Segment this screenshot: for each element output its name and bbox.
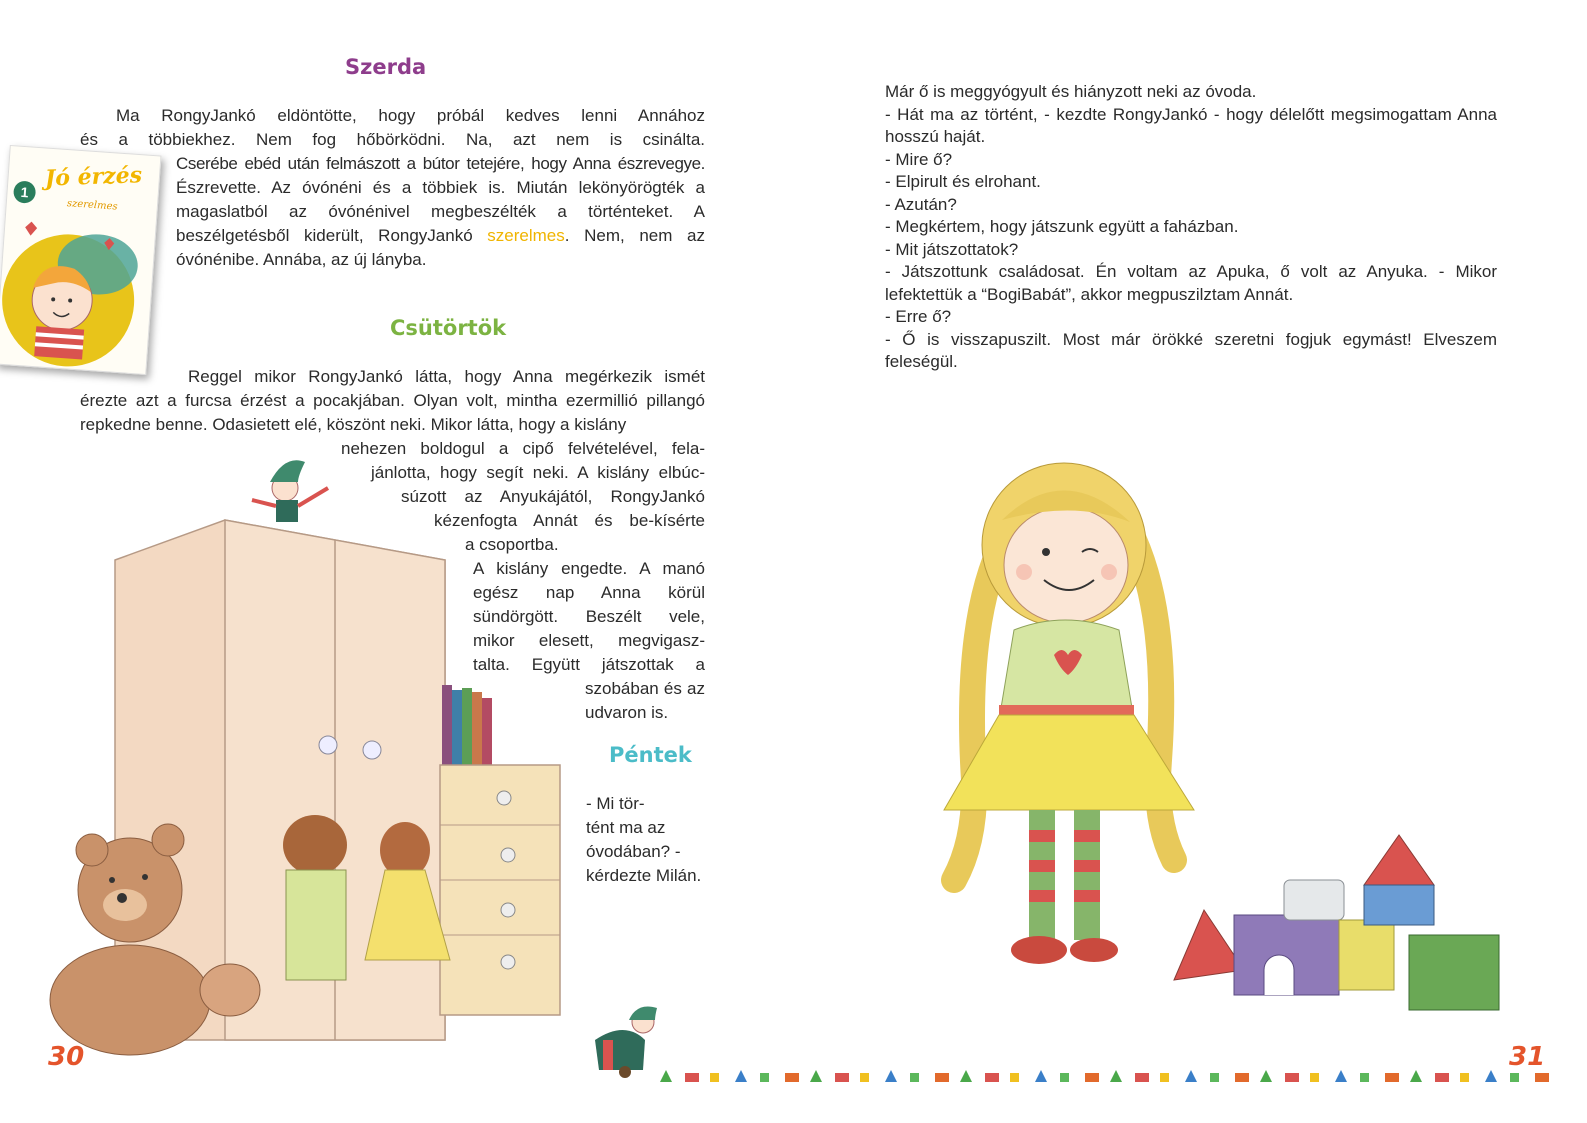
elf-figure-illustration	[585, 1000, 665, 1090]
szerda-paragraph	[80, 104, 705, 272]
toy-blocks-illustration	[1164, 830, 1514, 1020]
text-line: Reggel mikor RongyJankó látta, hogy Anna megérkezik ismét	[188, 367, 705, 386]
book-cover-art	[0, 146, 160, 374]
toy-block	[1410, 1070, 1422, 1082]
decorative-blocks	[660, 1070, 1549, 1082]
toy-block	[985, 1073, 999, 1082]
toy-block	[1135, 1073, 1149, 1082]
text-line: - Megkértem, hogy játszunk együtt a faházban.	[885, 217, 1239, 236]
highlight-word: szerelmes	[487, 226, 565, 245]
text-line: - Erre ő?	[885, 307, 952, 326]
book-title: Jó érzés	[44, 162, 143, 192]
dialogue-paragraph	[885, 81, 1497, 374]
right-page	[794, 0, 1587, 1123]
text-line: Már ő is meggyógyult és hiányzott neki az óvoda.	[885, 82, 1257, 101]
toy-block	[1360, 1073, 1369, 1082]
toy-block	[1485, 1070, 1497, 1082]
text-line: - Mit játszottatok?	[885, 239, 1019, 259]
text-line: egész nap Anna körül	[473, 583, 705, 602]
toy-block	[1385, 1073, 1399, 1082]
text-line: - Ő is visszapuszilt. Most már örökké szeretni fogjuk egymást! Elveszem	[885, 329, 1497, 349]
text-line: magaslatból az óvónénivel megbeszélték a történteket. A	[176, 202, 705, 221]
toy-block	[1335, 1070, 1347, 1082]
text-line: repkedne benne. Odasietett elé, köszönt neki. Mikor látta, hogy a kislány	[80, 415, 627, 434]
toy-block	[1085, 1073, 1099, 1082]
text-line: mikor elesett, megvigasz-	[473, 631, 705, 650]
toy-block	[1060, 1073, 1069, 1082]
toy-block	[935, 1073, 949, 1082]
book-subtitle: szerelmes	[66, 198, 118, 213]
pentek-paragraph	[586, 792, 711, 888]
toy-block	[760, 1073, 769, 1082]
text-line: - Elpirult és elrohant.	[885, 172, 1041, 191]
text-line: talta. Együtt játszottak a	[473, 655, 705, 674]
text-line: hosszú haját.	[885, 127, 986, 146]
wardrobe-illustration	[30, 440, 590, 1060]
text-line: Cserébe ebéd után felmászott a bútor tetejére, hogy Anna észrevegye.	[176, 154, 705, 173]
text-line: A kislány engedte. A manó	[473, 559, 705, 578]
text-line: Ma RongyJankó eldöntötte, hogy próbál kedves lenni Annához	[116, 106, 705, 125]
toy-block	[860, 1073, 869, 1082]
text-line: sündörgött. Beszélt vele,	[473, 607, 705, 626]
text-line: - Azután?	[885, 194, 957, 214]
left-page	[0, 0, 793, 1123]
text-line: nehezen boldogul a cipő felvételével, fela-	[341, 439, 705, 458]
toy-block	[735, 1070, 747, 1082]
toy-block	[1235, 1073, 1249, 1082]
toy-block	[1185, 1070, 1197, 1082]
toy-block	[960, 1070, 972, 1082]
text-line: - Játszottunk családosat. Én voltam az Apuka, ő volt az Anyuka. - Mikor	[885, 262, 1497, 281]
text-line: - Mi tör-	[586, 794, 645, 813]
toy-block	[1510, 1073, 1519, 1082]
toy-block	[910, 1073, 919, 1082]
toy-block	[1260, 1070, 1272, 1082]
toy-block	[660, 1070, 672, 1082]
toy-block	[1310, 1073, 1319, 1082]
toy-block	[1210, 1073, 1219, 1082]
toy-block	[1160, 1073, 1169, 1082]
text-line: súzott az Anyukájától, RongyJankó	[401, 487, 705, 506]
toy-block	[1285, 1073, 1299, 1082]
szerda-heading: Szerda	[345, 55, 427, 79]
text-line: beszélgetésből kiderült, RongyJankó szerelmes. Nem, nem az	[176, 226, 705, 245]
page-number-left: 30	[48, 1042, 85, 1072]
toy-block	[1535, 1073, 1549, 1082]
pentek-heading: Péntek	[609, 743, 692, 767]
toy-block	[785, 1073, 799, 1082]
text-line: tént ma az	[586, 818, 666, 837]
toy-block	[1110, 1070, 1122, 1082]
book-number: 1	[13, 180, 36, 203]
text-line: feleségül.	[885, 352, 958, 371]
decorative-block-row	[660, 1066, 1560, 1086]
text-line: a csoportba.	[465, 535, 559, 554]
toy-block	[885, 1070, 897, 1082]
page-number-right: 31	[1509, 1042, 1546, 1072]
text-line: kézenfogta Annát és be-kísérte	[434, 511, 705, 530]
text-line: udvaron is.	[585, 703, 669, 722]
text-line: és a többiekhez. Nem fog hőbörködni. Na, azt nem is csinálta.	[80, 130, 705, 149]
text-line: szobában és az	[585, 679, 705, 698]
book-cover-illustration	[0, 145, 161, 375]
toy-block	[1010, 1073, 1019, 1082]
text-line: érezte azt a furcsa érzést a pocakjában. Olyan volt, mintha ezermillió pillangó	[80, 391, 705, 410]
toy-block	[1460, 1073, 1469, 1082]
toy-block	[810, 1070, 822, 1082]
text-line: - Mire ő?	[885, 149, 953, 169]
text-line: Észrevette. Az óvónéni és a többiek is. Miután lekönyörögték a	[176, 178, 705, 197]
text-line: óvónénibe. Annába, az új lányba.	[176, 250, 427, 269]
text-line: jánlotta, hogy segít neki. A kislány elbúc-	[371, 463, 705, 482]
toy-block	[710, 1073, 719, 1082]
toy-block	[685, 1073, 699, 1082]
text-line: kérdezte Milán.	[586, 866, 702, 885]
toy-block	[1035, 1070, 1047, 1082]
text-line: óvodában? -	[586, 842, 681, 861]
text-line: - Hát ma az történt, - kezdte RongyJankó - hogy délelőtt megsimogattam Anna	[885, 104, 1497, 124]
csutortok-heading: Csütörtök	[390, 316, 507, 340]
toy-block	[1435, 1073, 1449, 1082]
toy-block	[835, 1073, 849, 1082]
text-line: lefektettük a “BogiBabát”, akkor megpuszilztam Annát.	[885, 284, 1294, 304]
